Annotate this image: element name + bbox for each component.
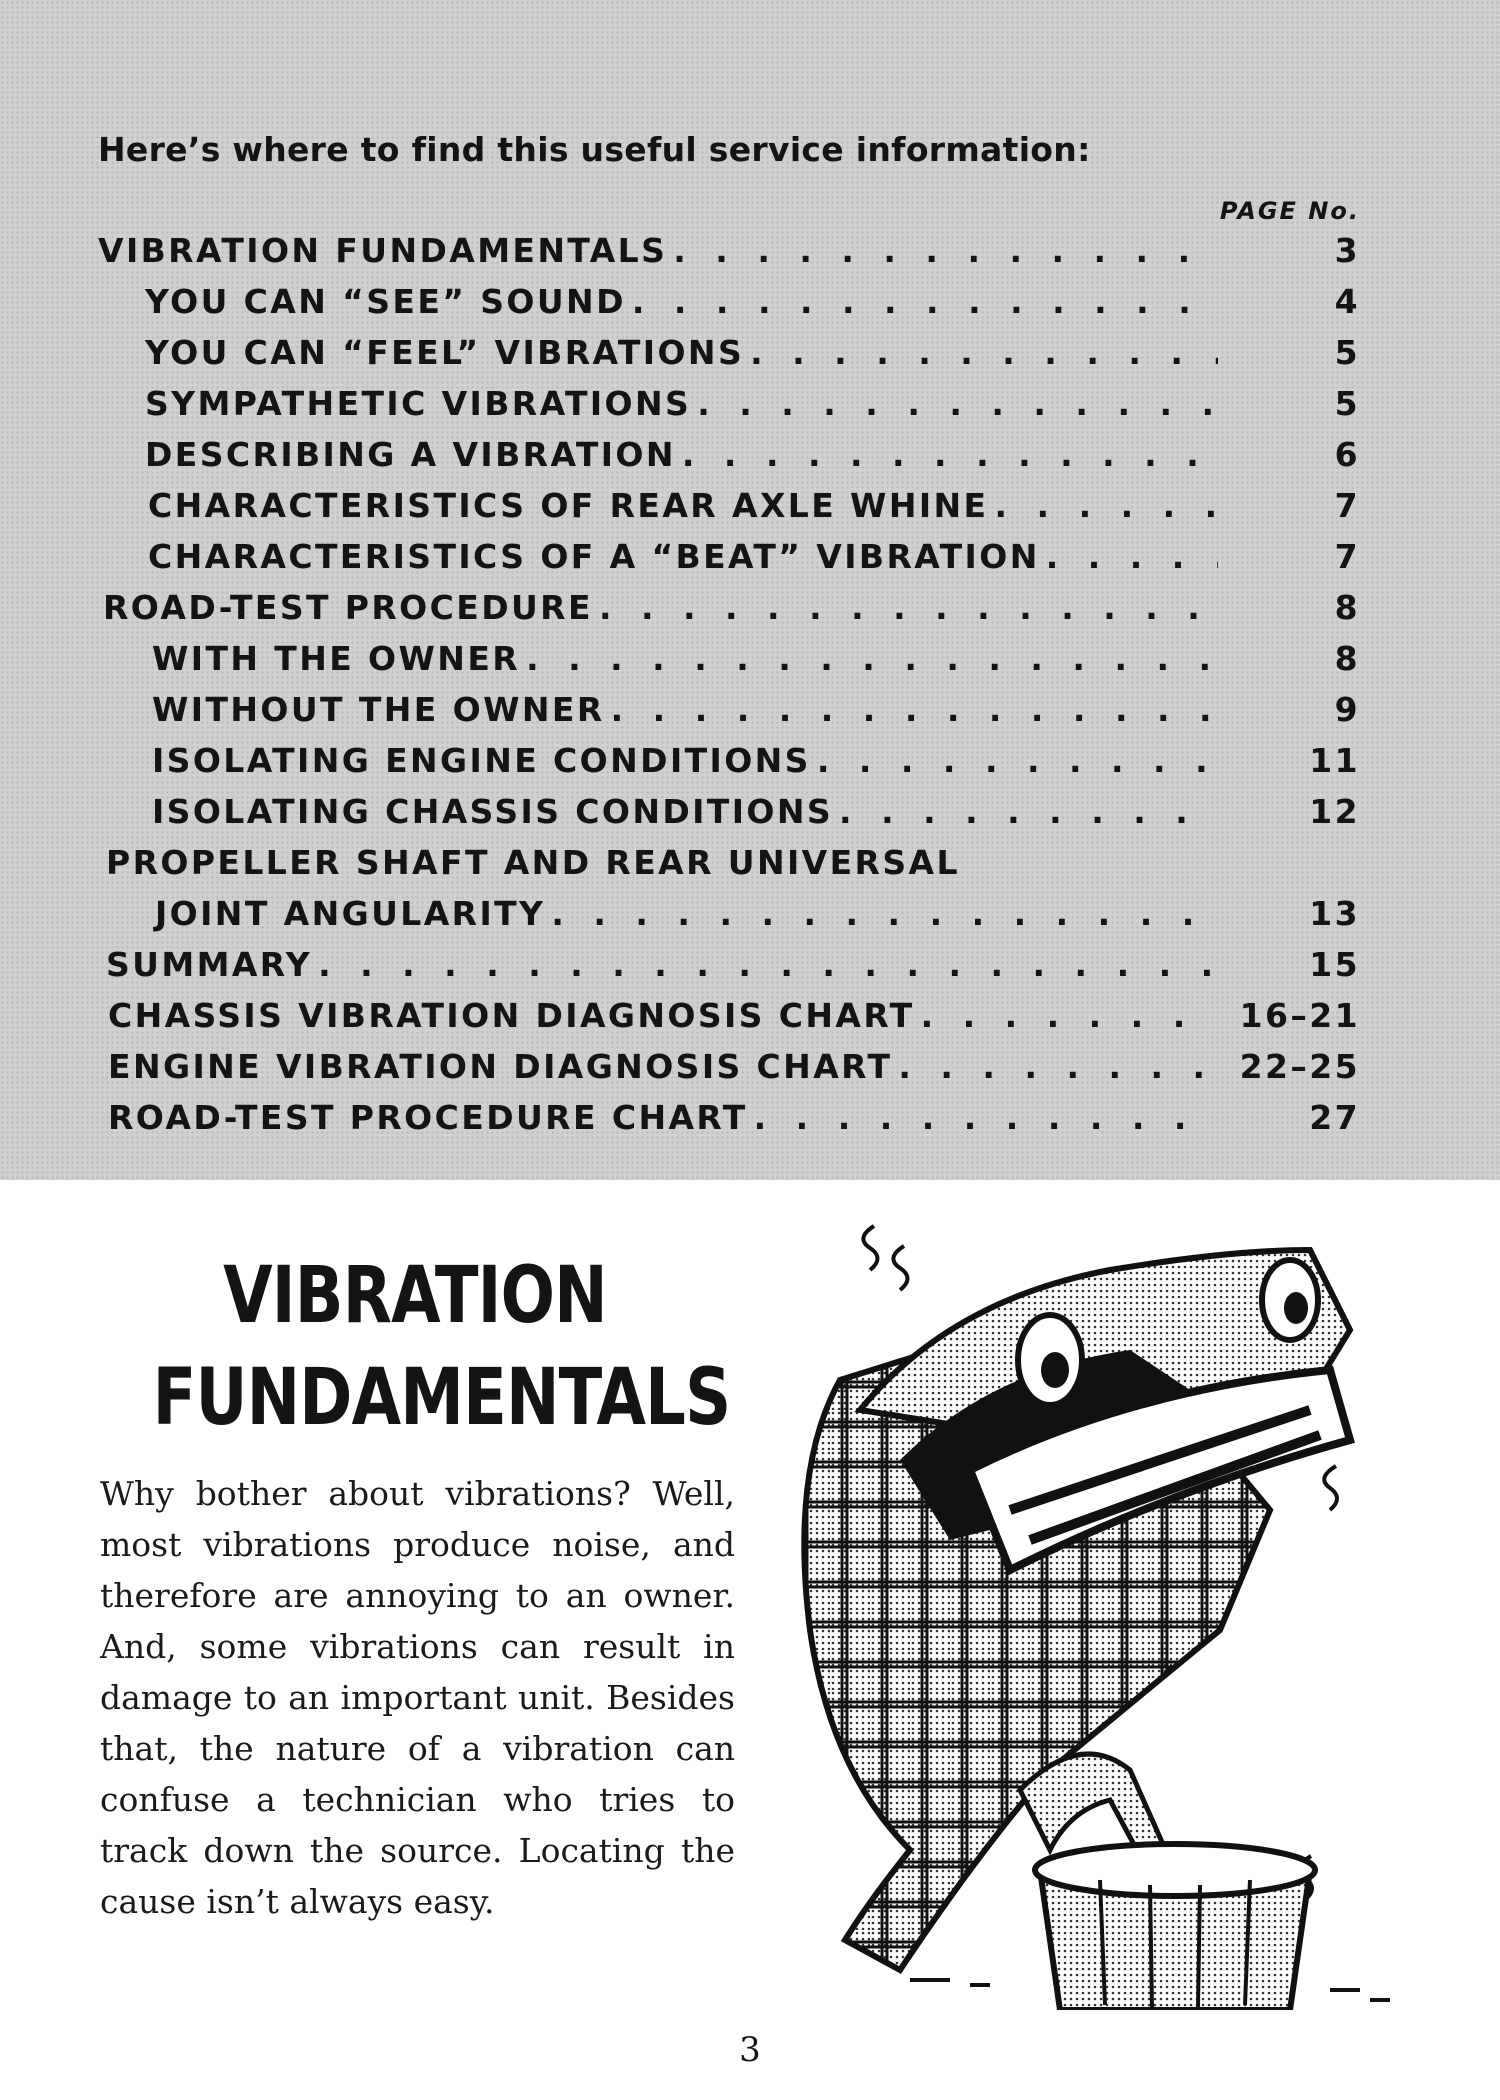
toc-entry-page: 22–25 — [1239, 1047, 1360, 1086]
toc-entry-isolating-engine[interactable] — [152, 735, 1500, 786]
toc-entry-title: ROAD-TEST PROCEDURE — [103, 588, 593, 627]
toc-entry-sympathetic-vibrations[interactable] — [145, 378, 1500, 429]
toc-leader-dots — [754, 1098, 1218, 1137]
toc-entry-joint-angularity[interactable] — [155, 888, 1500, 939]
toc-leader-dots — [898, 1047, 1218, 1086]
toc-entry-title: ROAD-TEST PROCEDURE CHART — [108, 1098, 748, 1137]
toc-entry-title: VIBRATION FUNDAMENTALS — [98, 231, 668, 270]
toc-entry-engine-chart[interactable] — [108, 1041, 1500, 1092]
toc-entry-without-owner[interactable] — [152, 684, 1500, 735]
toc-entry-page: 5 — [1334, 333, 1360, 372]
toc-entry-title: YOU CAN “SEE” SOUND — [145, 282, 626, 321]
toc-entry-page: 4 — [1334, 282, 1360, 321]
toc-leader-dots — [673, 231, 1218, 270]
toc-entry-title: CHARACTERISTICS OF A “BEAT” VIBRATION — [148, 537, 1040, 576]
vibration-lines — [893, 1246, 907, 1290]
toc-entry-road-test-chart[interactable] — [108, 1092, 1500, 1143]
toc-entry-page: 3 — [1334, 231, 1360, 270]
toc-entry-page: 5 — [1334, 384, 1360, 423]
toc-entry-page: 7 — [1334, 486, 1360, 525]
toc-entry-isolating-chassis[interactable] — [152, 786, 1500, 837]
page-number: 3 — [739, 2030, 761, 2070]
toc-entry-summary[interactable] — [106, 939, 1500, 990]
toc-leader-dots — [632, 282, 1218, 321]
toc-leader-dots — [817, 741, 1218, 780]
toc-leader-dots — [599, 588, 1218, 627]
toc-entry-rear-axle-whine[interactable] — [148, 480, 1500, 531]
toc-entry-title: SYMPATHETIC VIBRATIONS — [145, 384, 692, 423]
toc-leader-dots — [318, 945, 1218, 984]
toc-entry-page: 8 — [1334, 588, 1360, 627]
vibration-lines — [1324, 1466, 1337, 1510]
left-pupil-icon — [1041, 1352, 1069, 1388]
toc-entry-title: ISOLATING ENGINE CONDITIONS — [152, 741, 811, 780]
toc-entry-page: 8 — [1334, 639, 1360, 678]
vibration-lines — [863, 1226, 877, 1270]
section-title — [152, 1245, 731, 1449]
toc-leader-dots — [1046, 537, 1218, 576]
toc-entry-page: 11 — [1309, 741, 1360, 780]
toc-entry-page: 16–21 — [1239, 996, 1360, 1035]
tub-rim — [1035, 1844, 1315, 1896]
toc-leader-dots — [921, 996, 1218, 1035]
cartoon-car-illustration — [750, 1210, 1430, 2010]
body-paragraph: Why bother about vibrations? Well, most vibrations produce noise, and therefore are annoying to an owner. And, some vibrations can result in damage to an important unit. Besides that, the nature of a vibration can confuse a technician who tries to track down the source. Locating the cause isn’t always easy. — [100, 1474, 735, 1921]
toc-entry-describing-vibration[interactable] — [145, 429, 1500, 480]
toc-entry-title: SUMMARY — [106, 945, 313, 984]
toc-entry-title: DESCRIBING A VIBRATION — [145, 435, 676, 474]
toc-leader-dots — [750, 333, 1218, 372]
toc-entry-page: 9 — [1334, 690, 1360, 729]
toc-entry-vibration-fundamentals[interactable] — [98, 225, 1500, 276]
toc-entry-title: PROPELLER SHAFT AND REAR UNIVERSAL — [106, 843, 960, 882]
toc-entry-page: 7 — [1334, 537, 1360, 576]
toc-leader-dots — [526, 639, 1218, 678]
toc-entry-feel-vibrations[interactable] — [145, 327, 1500, 378]
right-pupil-icon — [1284, 1292, 1308, 1324]
toc-entry-chassis-chart[interactable] — [108, 990, 1500, 1041]
toc-entry-page: 27 — [1309, 1098, 1360, 1137]
toc-entry-title: YOU CAN “FEEL” VIBRATIONS — [145, 333, 745, 372]
toc-leader-dots — [551, 894, 1218, 933]
section-title-line-2: FUNDAMENTALS — [152, 1353, 731, 1443]
toc-entry-page: 6 — [1334, 435, 1360, 474]
toc-entry-title: ISOLATING CHASSIS CONDITIONS — [152, 792, 834, 831]
toc-entry-title: JOINT ANGULARITY — [155, 894, 546, 933]
toc-entry-page: 13 — [1309, 894, 1360, 933]
toc-leader-dots — [995, 486, 1218, 525]
toc-entry-title: WITHOUT THE OWNER — [152, 690, 605, 729]
toc-entry-title: ENGINE VIBRATION DIAGNOSIS CHART — [108, 1047, 893, 1086]
toc-leader-dots — [697, 384, 1218, 423]
toc-leader-dots — [682, 435, 1218, 474]
toc-intro: Here’s where to find this useful service information: — [98, 130, 1091, 169]
page-number-column-header: PAGE No. — [1219, 197, 1360, 225]
toc-entry-page: 12 — [1309, 792, 1360, 831]
toc-leader-dots — [839, 792, 1218, 831]
toc-entry-with-owner[interactable] — [152, 633, 1500, 684]
toc-entry-propeller-shaft — [106, 837, 1500, 888]
toc-entry-title: CHASSIS VIBRATION DIAGNOSIS CHART — [108, 996, 915, 1035]
toc-entry-beat-vibration[interactable] — [148, 531, 1500, 582]
toc-entry-road-test-procedure[interactable] — [103, 582, 1500, 633]
toc-entry-page: 15 — [1309, 945, 1360, 984]
toc-entry-title: WITH THE OWNER — [152, 639, 521, 678]
toc-leader-dots — [611, 690, 1218, 729]
toc-entry-see-sound[interactable] — [145, 276, 1500, 327]
section-title-line-1: VIBRATION — [223, 1251, 607, 1341]
toc-entry-title: CHARACTERISTICS OF REAR AXLE WHINE — [148, 486, 989, 525]
